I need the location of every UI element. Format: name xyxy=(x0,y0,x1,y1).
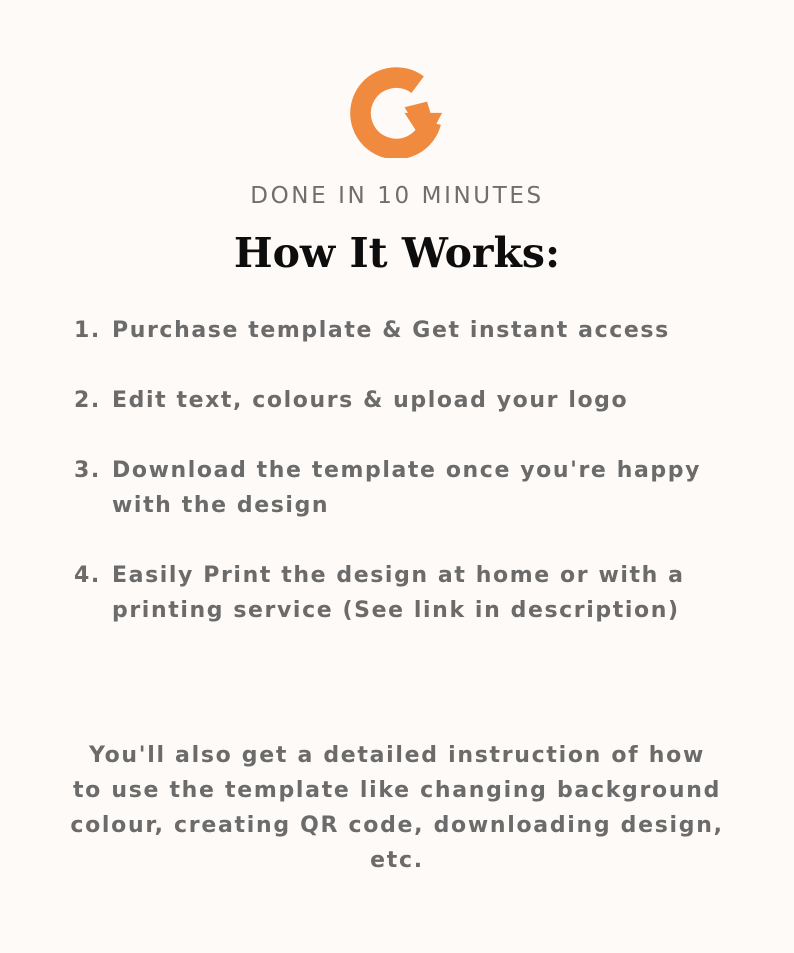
list-item xyxy=(74,383,734,418)
list-item xyxy=(74,558,734,628)
page-title: How It Works: xyxy=(233,229,561,277)
eyebrow-text: DONE IN 10 MINUTES xyxy=(250,183,544,209)
steps-list xyxy=(74,313,734,663)
step-number: 4. xyxy=(74,563,101,588)
step-text: Easily Print the design at home or with a printing service (See link in description) xyxy=(112,563,685,623)
step-text: Download the template once you're happy with the design xyxy=(112,458,702,518)
g-arrow-logo-icon xyxy=(350,64,444,158)
step-number: 1. xyxy=(74,318,101,343)
step-text: Edit text, colours & upload your logo xyxy=(112,388,629,413)
step-text: Purchase template & Get instant access xyxy=(112,318,670,343)
instruction-note: You'll also get a detailed instruction of how to use the template like changing background colour, creating QR code, downloading design, etc. xyxy=(70,743,724,873)
list-item xyxy=(74,313,734,348)
step-number: 2. xyxy=(74,388,101,413)
list-item xyxy=(74,453,734,523)
step-number: 3. xyxy=(74,458,101,483)
